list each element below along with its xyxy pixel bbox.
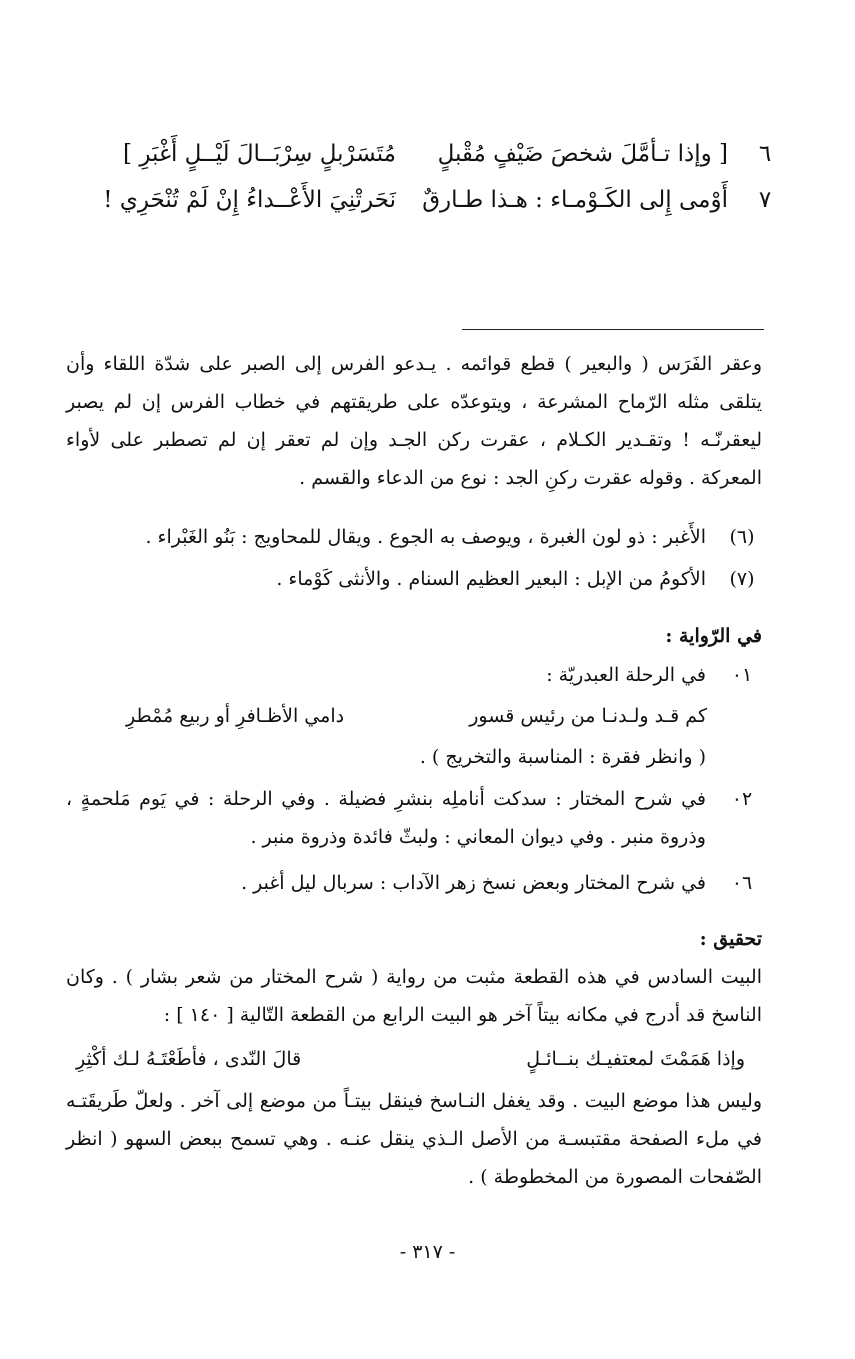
item-text: في الرحلة العبدريّة : (546, 664, 706, 686)
note-number: (٦) (729, 526, 755, 548)
riwaya-reference: ( وانظر فقرة : المناسبة والتخريج ) . (419, 746, 706, 768)
note-text: الأكومُ من الإبل : البعير العظيم السنام . والأنثى كَوْماء . (276, 568, 706, 590)
page-number: - ٣١٧ - (399, 1241, 456, 1263)
item-number: ٠٢ (731, 788, 753, 810)
riwaya-item-3 (66, 864, 762, 902)
note-item-7 (66, 560, 762, 598)
note-item-6 (66, 518, 762, 556)
quoted-verse-second-hemistich: دامي الأظـافرِ أو ربيع مُمْطرِ (126, 705, 345, 727)
note-number: (٧) (729, 568, 755, 590)
footnote-separator (462, 329, 764, 330)
verse-number: ٦ (758, 141, 772, 167)
verse-line-7 (60, 180, 780, 220)
verse-second-hemistich: مُتَسَرْبلٍ سِرْبَــالَ لَيْــلٍ أَغْبَرِ ] (123, 141, 396, 167)
verse-line-6 (60, 134, 780, 174)
quoted-verse-first-hemistich: وإذا هَمَمْتَ لمعتفيـك بنــائـلٍ (526, 1048, 745, 1070)
tahqiq-paragraph-1: البيت السادس في هذه القطعة مثبت من رواية ( شرح المختار من شعر بشار ) . وكان الناسخ قد أدرج في مكانه بيتاً آخر هو البيت الرابع من القطعة التّالية [ ١٤٠ ] : (66, 966, 762, 1026)
item-text: في شرح المختار : سدكت أناملِه بنشرِ فضيلة . وفي الرحلة : في يَوم مَلحمةٍ ، وذروة منبر . وفي ديوان المعاني : ولبثّ فائدة وذروة منبر . (66, 788, 706, 848)
notes-paragraph: وعقر الفَرَس ( والبعير ) قطع قوائمه . يـدعو الفرس إلى الصبر على شدّة اللقاء وأن يتلقى مثله الرّماح المشرعة ، ويتوعدّه على طريقتهم في خطاب الفرس إن لم يصبر ليعقرنّـه ! وتقـدير الكـلام ، عقرت ركن الجـد وإن لم تعقر إن لم تصطبر على لأواء المعركة . وقوله عقرت ركنِ الجد : نوع من الدعاء والقسم . (66, 353, 762, 489)
verse-first-hemistich: أَوْمى إِلى الكَـوْمـاء : هـذا طـارقٌ (422, 187, 728, 213)
riwaya-item-1 (66, 656, 762, 694)
section-heading-riwaya: في الرّواية : (665, 625, 762, 647)
section-heading-tahqiq: تحقيق : (699, 928, 762, 950)
item-text: في شرح المختار وبعض نسخ زهر الآداب : سربال ليل أغبر . (241, 872, 706, 894)
verse-first-hemistich: [ وإذا تـأمَّلَ شخصَ ضَيْفٍ مُقْبلٍ (437, 141, 728, 167)
item-number: ٠٦ (731, 872, 753, 894)
note-text: الأَغبر : ذو لون الغبرة ، ويوصف به الجوع . ويقال للمحاويج : بَنُو الغَبْراء . (145, 526, 706, 548)
quoted-verse-second-hemistich: قالَ النّدى ، فأطَعْتَـهُ لـك أكْثِرِ (76, 1048, 302, 1070)
item-number: ٠١ (731, 664, 753, 686)
verse-second-hemistich: نَحَرتْنِيَ الأَعْــداءُ إِنْ لَمْ تُنْحَرِي ! (103, 187, 396, 213)
quoted-verse-first-hemistich: كم قـد ولـدنـا من رئيس قسور (469, 705, 707, 727)
riwaya-item-2 (66, 780, 762, 860)
verse-number: ٧ (758, 187, 772, 213)
tahqiq-paragraph-2: وليس هذا موضع البيت . وقد يغفل النـاسخ فينقل بيتـاً من موضع إلى آخر . ولعلّ طَريقَتـه في ملء الصفحة مقتبسـة من الأصل الـذي ينقل عنـه . وهي تسمح ببعض السهو ( انظر الصّفحات المصورة من المخطوطة ) . (66, 1090, 762, 1188)
